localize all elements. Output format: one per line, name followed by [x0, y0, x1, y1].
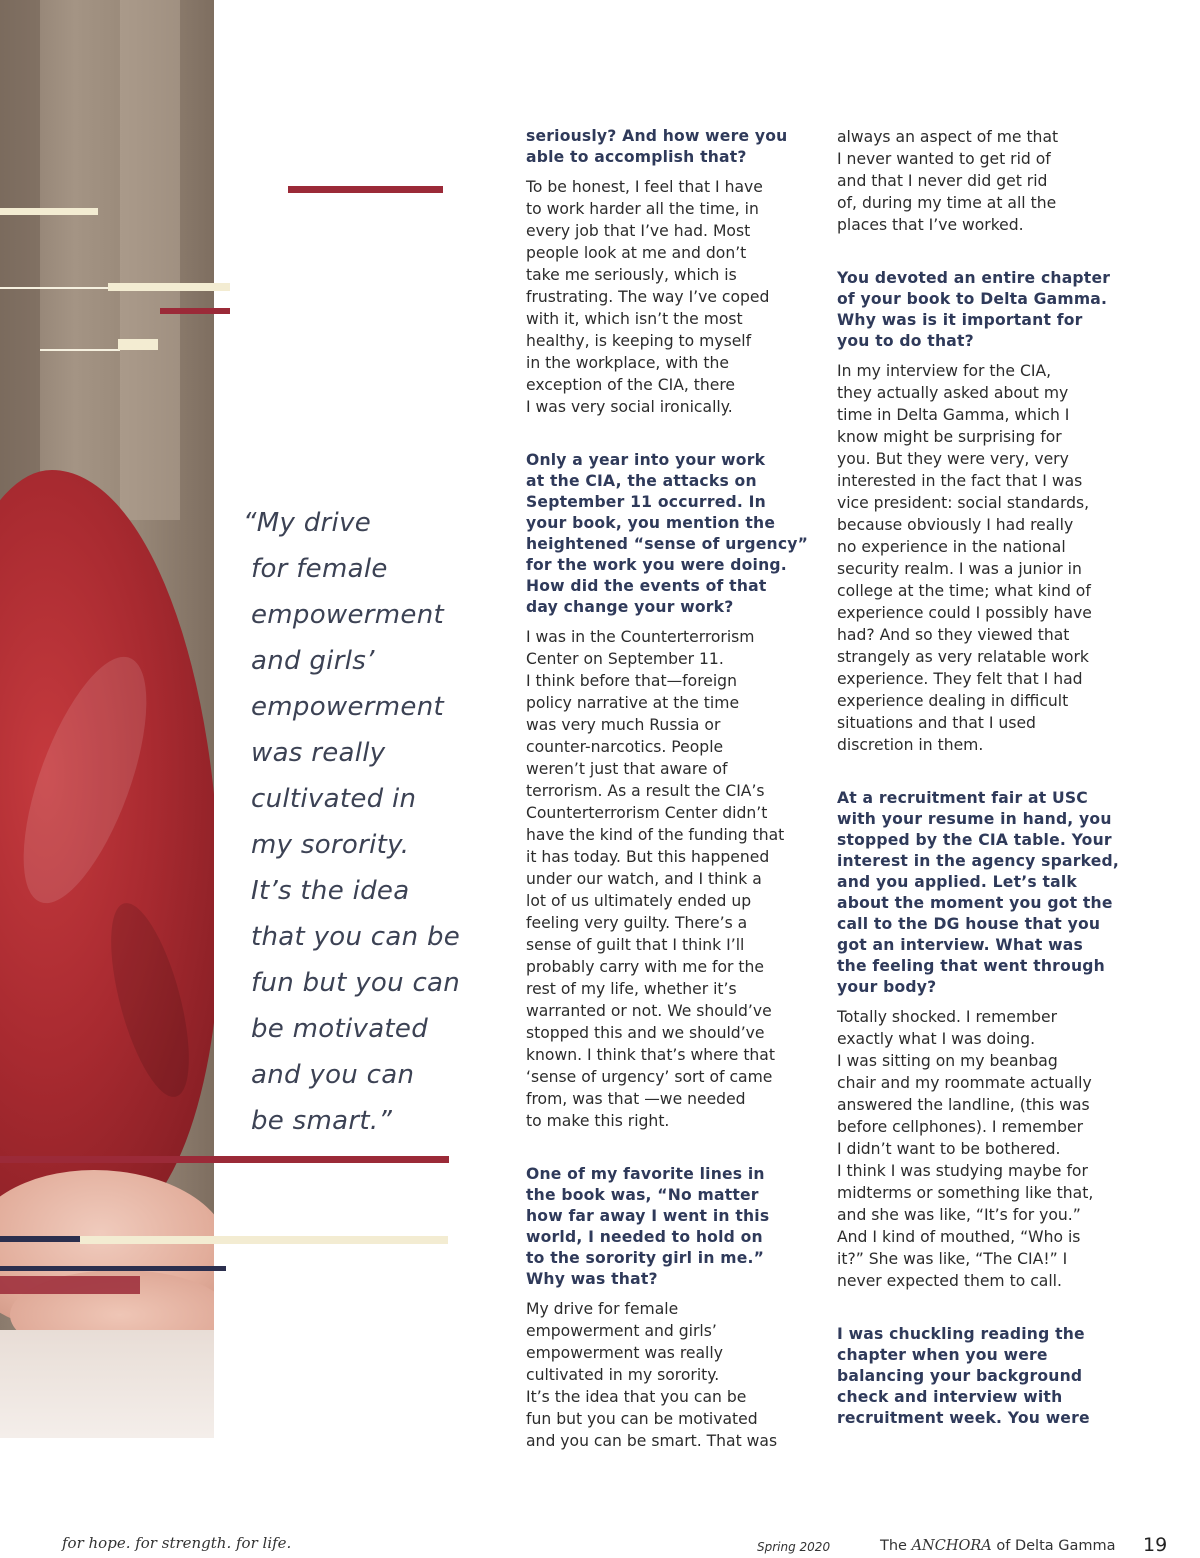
- text-line: about the moment you got the: [837, 894, 1113, 912]
- text-line: empowerment was really: [526, 1344, 723, 1362]
- decor-bar-cream: [0, 208, 98, 215]
- text-line: It’s the idea that you can be: [526, 1388, 747, 1406]
- magazine-suffix: of Delta Gamma: [991, 1538, 1116, 1554]
- text-line: because obviously I had really: [837, 516, 1074, 534]
- text-line: warranted or not. We should’ve: [526, 1002, 772, 1020]
- text-line: terrorism. As a result the CIA’s: [526, 782, 765, 800]
- pull-quote-line: that you can be: [251, 922, 461, 952]
- text-line: strangely as very relatable work: [837, 648, 1089, 666]
- text-line: have the kind of the funding that: [526, 826, 785, 844]
- text-line: people look at me and don’t: [526, 244, 747, 262]
- text-line: I think before that—foreign: [526, 672, 737, 690]
- decor-bar-cream: [0, 287, 108, 289]
- text-line: to make this right.: [526, 1112, 670, 1130]
- text-line: Center on September 11.: [526, 650, 724, 668]
- text-line: healthy, is keeping to myself: [526, 332, 752, 350]
- decor-bar-navy: [0, 1266, 226, 1271]
- text-line: experience. They felt that I had: [837, 670, 1083, 688]
- pull-quote-line: be smart.”: [251, 1106, 393, 1136]
- magazine-name: ANCHORA: [911, 1538, 992, 1554]
- decor-bar-red: [160, 308, 230, 314]
- text-line: I was in the Counterterrorism: [526, 628, 755, 646]
- text-line: and you can be smart. That was: [526, 1432, 778, 1450]
- pull-quote-line: for female: [251, 554, 388, 584]
- pull-quote-line: and you can: [251, 1060, 415, 1090]
- text-line: security realm. I was a junior in: [837, 560, 1082, 578]
- text-line: I think I was studying maybe for: [837, 1162, 1088, 1180]
- decor-bar-red: [288, 186, 443, 193]
- interview-question: [526, 1164, 818, 1290]
- text-line: seriously? And how were you: [526, 127, 788, 145]
- photo-wall-highlight: [120, 0, 180, 520]
- text-line: to the sorority girl in me.”: [526, 1249, 765, 1267]
- text-line: I was sitting on my beanbag: [837, 1052, 1058, 1070]
- text-line: with it, which isn’t the most: [526, 310, 743, 328]
- text-line: cultivated in my sorority.: [526, 1366, 720, 1384]
- text-line: rest of my life, whether it’s: [526, 980, 737, 998]
- text-line: In my interview for the CIA,: [837, 362, 1052, 380]
- interview-answer: [526, 626, 818, 1132]
- text-line: with your resume in hand, you: [837, 810, 1112, 828]
- text-line: chapter when you were: [837, 1346, 1048, 1364]
- interview-answer: [526, 176, 818, 418]
- text-line: Why was is it important for: [837, 311, 1083, 329]
- text-line: no experience in the national: [837, 538, 1066, 556]
- text-line: had? And so they viewed that: [837, 626, 1070, 644]
- text-line: to work harder all the time, in: [526, 200, 759, 218]
- text-line: exception of the CIA, there: [526, 376, 736, 394]
- text-line: was very much Russia or: [526, 716, 721, 734]
- text-line: One of my favorite lines in: [526, 1165, 765, 1183]
- text-line: and you applied. Let’s talk: [837, 873, 1077, 891]
- text-line: before cellphones). I remember: [837, 1118, 1083, 1136]
- text-line: places that I’ve worked.: [837, 216, 1024, 234]
- text-line: you to do that?: [837, 332, 974, 350]
- text-line: and she was like, “It’s for you.”: [837, 1206, 1081, 1224]
- text-line: situations and that I used: [837, 714, 1036, 732]
- text-line: from, was that —we needed: [526, 1090, 746, 1108]
- text-line: I didn’t want to be bothered.: [837, 1140, 1061, 1158]
- text-line: day change your work?: [526, 598, 734, 616]
- magazine-prefix: The: [880, 1538, 912, 1554]
- cover-photo: [0, 0, 214, 1438]
- text-line: I was chuckling reading the: [837, 1325, 1085, 1343]
- decor-bar-red: [0, 1156, 449, 1163]
- text-line: sense of guilt that I think I’ll: [526, 936, 745, 954]
- interview-question: [526, 450, 818, 618]
- text-line: got an interview. What was: [837, 936, 1083, 954]
- interview-question: [526, 126, 818, 168]
- text-line: world, I needed to hold on: [526, 1228, 763, 1246]
- text-line: fun but you can be motivated: [526, 1410, 758, 1428]
- text-line: of your book to Delta Gamma.: [837, 290, 1108, 308]
- text-line: the feeling that went through: [837, 957, 1105, 975]
- text-line: at the CIA, the attacks on: [526, 472, 757, 490]
- page-number: 19: [1143, 1534, 1168, 1556]
- text-line: ‘sense of urgency’ sort of came: [526, 1068, 773, 1086]
- text-line: weren’t just that aware of: [526, 760, 728, 778]
- text-line: of, during my time at all the: [837, 194, 1057, 212]
- text-line: midterms or something like that,: [837, 1184, 1094, 1202]
- pull-quote-line: empowerment: [251, 600, 444, 630]
- text-line: policy narrative at the time: [526, 694, 740, 712]
- text-line: You devoted an entire chapter: [837, 269, 1111, 287]
- decor-bar-navy: [0, 1236, 80, 1242]
- text-line: interested in the fact that I was: [837, 472, 1083, 490]
- text-line: experience could I possibly have: [837, 604, 1092, 622]
- text-line: always an aspect of me that: [837, 128, 1059, 146]
- text-line: How did the events of that: [526, 577, 767, 595]
- text-line: chair and my roommate actually: [837, 1074, 1092, 1092]
- text-line: I was very social ironically.: [526, 398, 733, 416]
- text-line: feeling very guilty. There’s a: [526, 914, 748, 932]
- text-line: your body?: [837, 978, 937, 996]
- text-line: discretion in them.: [837, 736, 984, 754]
- text-line: lot of us ultimately ended up: [526, 892, 752, 910]
- text-line: Totally shocked. I remember: [837, 1008, 1058, 1026]
- text-line: experience dealing in difficult: [837, 692, 1069, 710]
- text-line: call to the DG house that you: [837, 915, 1101, 933]
- text-line: Why was that?: [526, 1270, 658, 1288]
- text-line: empowerment and girls’: [526, 1322, 717, 1340]
- text-line: time in Delta Gamma, which I: [837, 406, 1070, 424]
- photo-lower-area: [0, 1330, 214, 1438]
- interview-answer: [837, 1006, 1129, 1292]
- text-line: Only a year into your work: [526, 451, 766, 469]
- text-line: I never wanted to get rid of: [837, 150, 1051, 168]
- article-column-2: [837, 126, 1129, 1437]
- footer-magazine-title: [880, 1538, 1116, 1554]
- text-line: never expected them to call.: [837, 1272, 1062, 1290]
- interview-answer: [526, 1298, 818, 1452]
- text-line: able to accomplish that?: [526, 148, 747, 166]
- text-line: recruitment week. You were: [837, 1409, 1090, 1427]
- text-line: in the workplace, with the: [526, 354, 729, 372]
- text-line: vice president: social standards,: [837, 494, 1090, 512]
- interview-answer: [837, 360, 1129, 756]
- text-line: every job that I’ve had. Most: [526, 222, 751, 240]
- text-line: it has today. But this happened: [526, 848, 770, 866]
- pull-quote-line: and girls’: [251, 646, 375, 676]
- footer-tagline: for hope. for strength. for life.: [62, 1534, 292, 1552]
- text-line: college at the time; what kind of: [837, 582, 1091, 600]
- text-line: for the work you were doing.: [526, 556, 787, 574]
- decor-bar-cream: [108, 283, 230, 291]
- interview-answer: [837, 126, 1129, 236]
- decor-bar-cream: [40, 349, 120, 351]
- text-line: known. I think that’s where that: [526, 1046, 775, 1064]
- text-line: check and interview with: [837, 1388, 1063, 1406]
- text-line: under our watch, and I think a: [526, 870, 762, 888]
- pull-quote-line: It’s the idea: [251, 876, 410, 906]
- text-line: answered the landline, (this was: [837, 1096, 1090, 1114]
- text-line: And I kind of mouthed, “Who is: [837, 1228, 1081, 1246]
- text-line: heightened “sense of urgency”: [526, 535, 809, 553]
- text-line: stopped by the CIA table. Your: [837, 831, 1112, 849]
- text-line: know might be surprising for: [837, 428, 1062, 446]
- text-line: take me seriously, which is: [526, 266, 737, 284]
- pull-quote-line: cultivated in: [251, 784, 417, 814]
- text-line: and that I never did get rid: [837, 172, 1048, 190]
- text-line: how far away I went in this: [526, 1207, 770, 1225]
- interview-question: [837, 1324, 1129, 1429]
- text-line: you. But they were very, very: [837, 450, 1069, 468]
- text-line: it?” She was like, “The CIA!” I: [837, 1250, 1068, 1268]
- decor-bar-red: [0, 1276, 140, 1294]
- interview-question: [837, 788, 1129, 998]
- text-line: interest in the agency sparked,: [837, 852, 1120, 870]
- pull-quote-line: was really: [251, 738, 386, 768]
- text-line: September 11 occurred. In: [526, 493, 766, 511]
- footer-issue-season: Spring 2020: [757, 1540, 831, 1554]
- pull-quote: [243, 500, 503, 1144]
- text-line: stopped this and we should’ve: [526, 1024, 765, 1042]
- text-line: they actually asked about my: [837, 384, 1069, 402]
- pull-quote-line: empowerment: [251, 692, 444, 722]
- text-line: exactly what I was doing.: [837, 1030, 1036, 1048]
- photo-wall-shadow: [0, 0, 40, 520]
- pull-quote-line: be motivated: [251, 1014, 429, 1044]
- article-column-1: [526, 126, 818, 1484]
- text-line: balancing your background: [837, 1367, 1083, 1385]
- text-line: To be honest, I feel that I have: [526, 178, 763, 196]
- text-line: the book was, “No matter: [526, 1186, 759, 1204]
- decor-bar-cream: [80, 1236, 448, 1244]
- text-line: My drive for female: [526, 1300, 679, 1318]
- pull-quote-line: fun but you can: [251, 968, 461, 998]
- text-line: frustrating. The way I’ve coped: [526, 288, 770, 306]
- interview-question: [837, 268, 1129, 352]
- text-line: counter-narcotics. People: [526, 738, 724, 756]
- pull-quote-line: my sorority.: [251, 830, 410, 860]
- text-line: Counterterrorism Center didn’t: [526, 804, 768, 822]
- text-line: your book, you mention the: [526, 514, 776, 532]
- text-line: probably carry with me for the: [526, 958, 765, 976]
- decor-bar-cream: [118, 339, 158, 350]
- pull-quote-line: “My drive: [243, 508, 372, 538]
- text-line: At a recruitment fair at USC: [837, 789, 1088, 807]
